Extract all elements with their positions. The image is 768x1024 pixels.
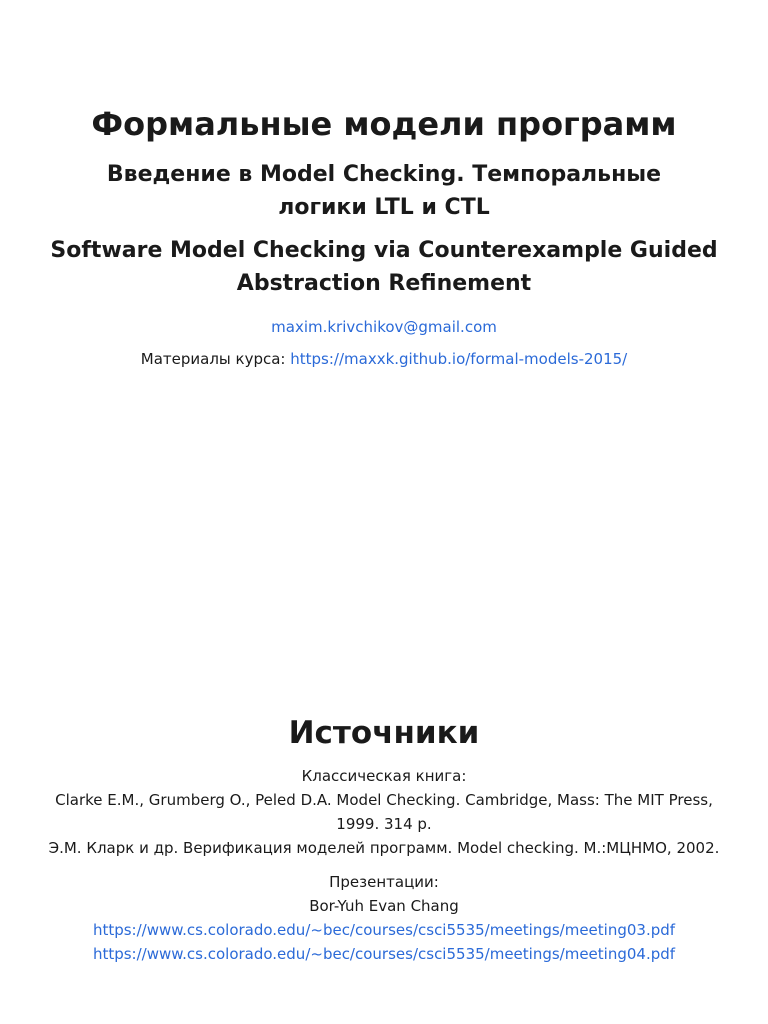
presentation-link-meeting04[interactable]: https://www.cs.colorado.edu/~bec/courses/csci5535/meetings/meeting04.pdf	[92, 945, 676, 963]
presentations-author: Bor-Yuh Evan Chang	[309, 897, 459, 915]
presentations-block	[0, 870, 768, 966]
classic-book-en: Clarke E.M., Grumberg O., Peled D.A. Model Checking. Cambridge, Mass: The MIT Press, 1999. 314 p.	[55, 791, 713, 833]
materials-label: Материалы курса:	[140, 350, 291, 368]
subtitle-ltl-ctl: Введение в Model Checking. Темпоральные логики LTL и CTL	[106, 162, 662, 220]
email-link[interactable]: maxim.krivchikov@gmail.com	[271, 318, 497, 336]
email-line	[0, 316, 768, 338]
presentation-link-meeting03[interactable]: https://www.cs.colorado.edu/~bec/courses/csci5535/meetings/meeting03.pdf	[92, 921, 676, 939]
classic-book-block	[0, 764, 768, 860]
materials-line	[0, 348, 768, 370]
classic-book-ru: Э.М. Кларк и др. Верификация моделей программ. Model checking. М.:МЦНМО, 2002.	[48, 839, 720, 857]
materials-link[interactable]: https://maxxk.github.io/formal-models-2015/	[290, 350, 628, 368]
title-slide	[0, 100, 768, 370]
sources-slide	[0, 710, 768, 966]
subtitle-cegar: Software Model Checking via Counterexample Guided Abstraction Refinement	[50, 238, 718, 296]
page-title: Формальные модели программ	[91, 105, 677, 143]
presentations-label: Презентации:	[329, 873, 439, 891]
classic-book-label: Классическая книга:	[301, 767, 467, 785]
sources-heading: Источники	[288, 715, 480, 751]
